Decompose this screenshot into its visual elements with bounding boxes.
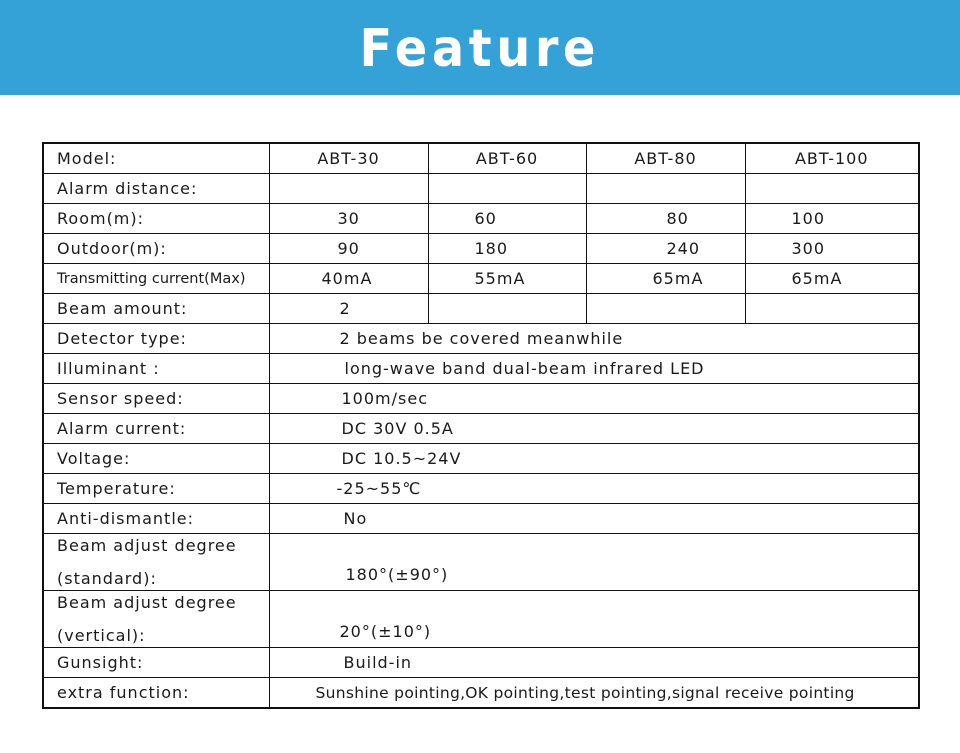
gunsight-value: Build-in [343,653,413,672]
current-value [269,264,428,294]
detector-type-label: Detector type: [43,324,269,354]
beam-vertical-label-line1: Beam adjust degree [57,593,237,612]
row-alarm-distance [43,174,919,204]
empty-cell [586,174,745,204]
row-beam-adjust-vertical [43,591,919,648]
row-voltage [43,444,919,474]
model-abt-80: ABT-80 [586,143,745,174]
extra-function-label: extra function: [43,678,269,709]
page-title: Feature [359,18,601,79]
alarm-distance-label: Alarm distance: [43,174,269,204]
empty-cell [428,294,586,324]
row-model [43,143,919,174]
room-abt-80: 80 [666,209,689,228]
row-illuminant [43,354,919,384]
room-label: Room(m): [43,204,269,234]
room-value [269,204,428,234]
outdoor-value [586,234,745,264]
beam-amount-cell [269,294,428,324]
extra-function-value: Sunshine pointing,OK pointing,test pointing,signal receive pointing [315,683,855,702]
outdoor-abt-80: 240 [666,239,701,258]
beam-standard-label-line1: Beam adjust degree [57,536,237,555]
beam-standard-cell [269,534,919,591]
temperature-cell [269,474,919,504]
current-abt-100: 65mA [791,269,843,288]
row-sensor-speed [43,384,919,414]
illuminant-label: Illuminant : [43,354,269,384]
model-abt-60: ABT-60 [428,143,586,174]
header-banner [0,0,960,95]
row-temperature [43,474,919,504]
outdoor-abt-60: 180 [474,239,509,258]
sensor-speed-cell [269,384,919,414]
beam-vertical-cell [269,591,919,648]
model-abt-100: ABT-100 [745,143,919,174]
beam-standard-label [43,534,269,591]
beam-amount-label: Beam amount: [43,294,269,324]
spec-table [42,142,920,709]
alarm-current-label: Alarm current: [43,414,269,444]
gunsight-cell [269,648,919,678]
room-value [586,204,745,234]
room-value [745,204,919,234]
empty-cell [428,174,586,204]
anti-dismantle-label: Anti-dismantle: [43,504,269,534]
beam-vertical-value: 20°(±10°) [339,622,432,641]
voltage-value: DC 10.5~24V [341,449,462,468]
row-transmitting-current [43,264,919,294]
sensor-speed-label: Sensor speed: [43,384,269,414]
room-abt-30: 30 [337,209,360,228]
beam-standard-label-line2: (standard): [57,569,157,588]
detector-type-value: 2 beams be covered meanwhile [339,329,624,348]
alarm-current-cell [269,414,919,444]
sensor-speed-value: 100m/sec [341,389,428,408]
empty-cell [586,294,745,324]
temperature-label: Temperature: [43,474,269,504]
row-alarm-current [43,414,919,444]
outdoor-value [269,234,428,264]
model-label: Model: [43,143,269,174]
outdoor-abt-100: 300 [791,239,826,258]
empty-cell [745,294,919,324]
current-abt-30: 40mA [321,269,373,288]
row-detector-type [43,324,919,354]
alarm-current-value: DC 30V 0.5A [341,419,454,438]
row-anti-dismantle [43,504,919,534]
room-value [428,204,586,234]
empty-cell [745,174,919,204]
room-abt-60: 60 [474,209,497,228]
row-outdoor [43,234,919,264]
row-beam-amount [43,294,919,324]
extra-function-cell [269,678,919,709]
illuminant-value: long-wave band dual-beam infrared LED [344,359,705,378]
row-beam-adjust-standard [43,534,919,591]
beam-vertical-label [43,591,269,648]
gunsight-label: Gunsight: [43,648,269,678]
current-value [745,264,919,294]
outdoor-label: Outdoor(m): [43,234,269,264]
current-abt-60: 55mA [474,269,526,288]
anti-dismantle-cell [269,504,919,534]
detector-type-cell [269,324,919,354]
voltage-cell [269,444,919,474]
current-value [586,264,745,294]
room-abt-100: 100 [791,209,826,228]
row-room [43,204,919,234]
beam-vertical-label-line2: (vertical): [57,626,146,645]
outdoor-abt-30: 90 [337,239,360,258]
current-abt-80: 65mA [652,269,704,288]
outdoor-value [745,234,919,264]
outdoor-value [428,234,586,264]
row-extra-function [43,678,919,709]
transmitting-current-label: Transmitting current(Max) [43,264,269,294]
beam-standard-value: 180°(±90°) [345,565,449,584]
voltage-label: Voltage: [43,444,269,474]
current-value [428,264,586,294]
illuminant-cell [269,354,919,384]
model-abt-30: ABT-30 [269,143,428,174]
empty-cell [269,174,428,204]
beam-amount-value: 2 [339,299,351,318]
row-gunsight [43,648,919,678]
temperature-value: -25~55℃ [336,479,422,498]
anti-dismantle-value: No [343,509,368,528]
